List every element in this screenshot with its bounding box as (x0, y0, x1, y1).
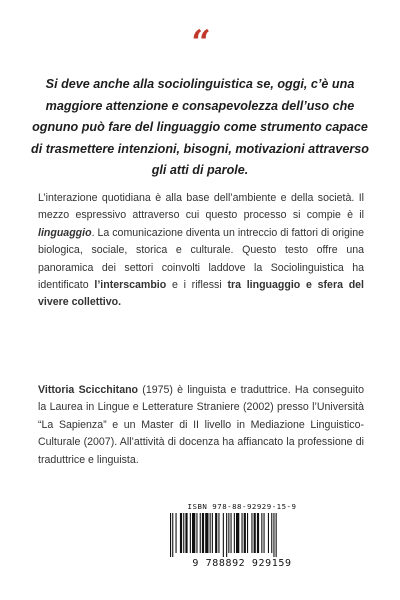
isbn-barcode (164, 502, 320, 574)
description-emphasis-interscambio: l’interscambio (94, 279, 167, 292)
description-emphasis-linguaggio: linguaggio (38, 226, 92, 239)
isbn-label: ISBN 978-88-92929-15-9 (187, 502, 297, 511)
quotation-mark-icon: “ (191, 23, 209, 63)
barcode-icon (170, 513, 314, 557)
author-name: Vittoria Scicchitano (38, 384, 139, 396)
description-text-3: e i riflessi (166, 279, 228, 292)
pull-quote: Si deve anche alla sociolinguistica se, oggi, c’è una maggiore attenzione e consapevolezza dell’uso che ognuno può fare del linguaggio come strumento capace di trasmettere intenzioni, bisogni, motivazioni attraverso gli atti di parole. (31, 77, 369, 177)
author-bio-text: (1975) è linguista e traduttrice. Ha conseguito la Laurea in Lingue e Letterature Straniere (2002) presso l’Università “La Sapienza” e un Master di II livello in Mediazione Linguistico-Culturale (2007). All’attività di docenza ha affiancato la professione di traduttrice e linguista. (38, 384, 364, 466)
description-text-2: . La comunicazione diventa un intreccio di fattori di origine biologica, sociale, storica e culturale. Questo testo offre una panoramica dei settori coinvolti laddove la Sociolinguistica ha identificato (38, 226, 364, 292)
description-text-1: L’interazione quotidiana è alla base dell’ambiente e della società. Il mezzo espressivo attraverso cui questo processo si compie è il (38, 192, 364, 222)
author-bio (38, 382, 364, 469)
description-paragraph (38, 190, 364, 312)
barcode-digits: 9 788892 929159 (192, 558, 292, 569)
description-emphasis-collettivo: tra linguaggio e sfera del vivere collettivo. (38, 279, 364, 309)
